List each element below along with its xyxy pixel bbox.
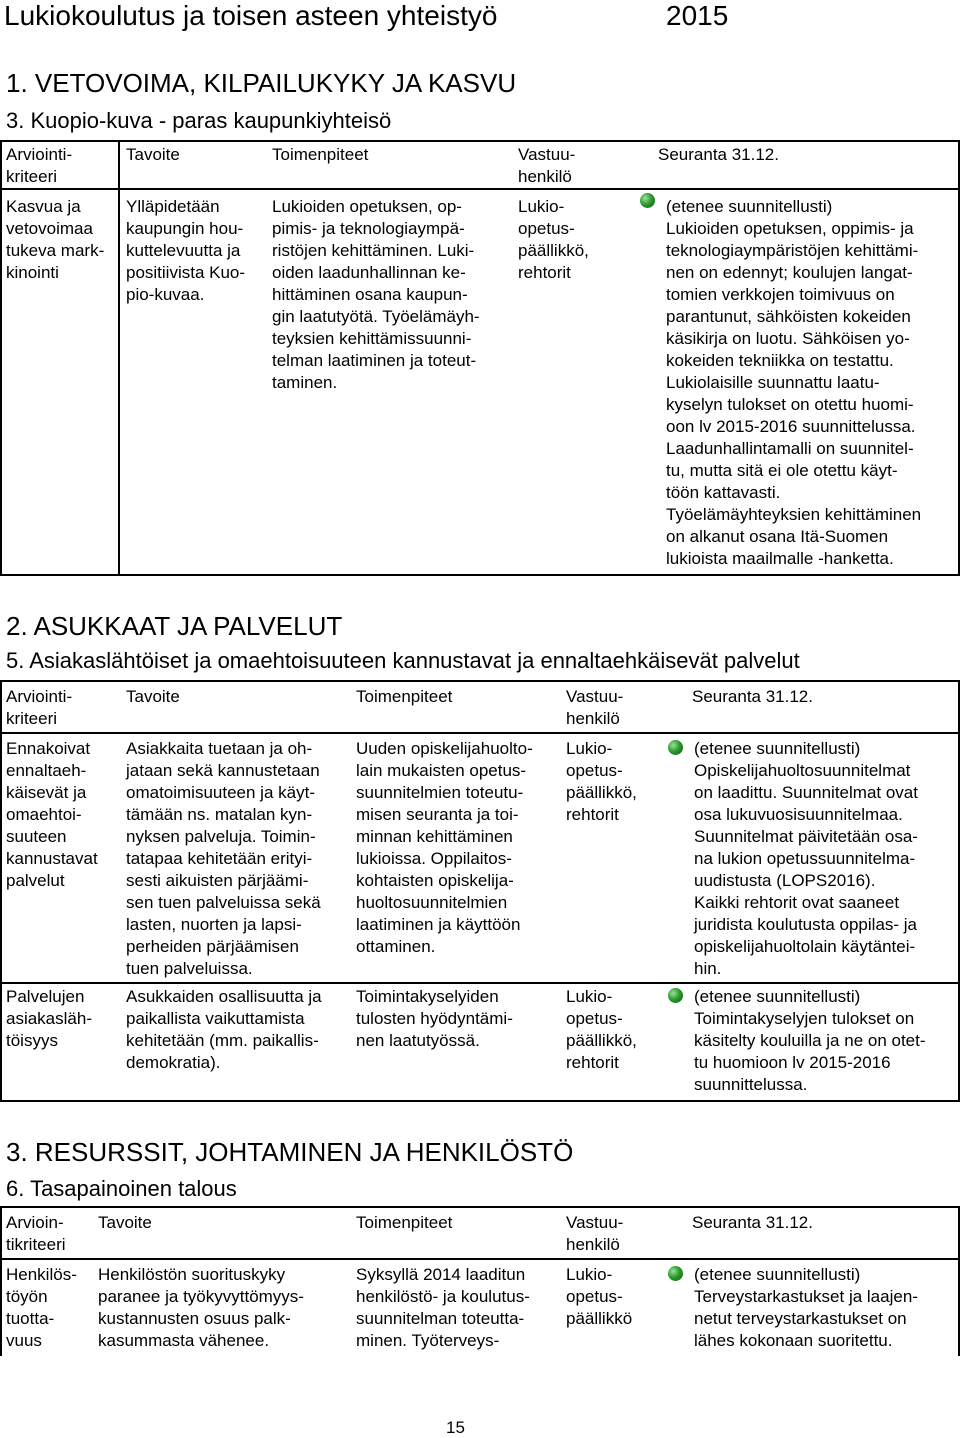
text-line: jataan sekä kannustetaan (126, 761, 320, 780)
text-line: suunnittelussa. (694, 1075, 808, 1094)
table3-row1-followup (694, 1264, 918, 1352)
table3-left-border (0, 1206, 2, 1356)
text-line: na lukion opetussuunnitelma- (694, 849, 916, 868)
text-line: suunnitelman toteutta- (356, 1309, 525, 1328)
table2-header-responsible (566, 686, 623, 730)
text-line: ristöjen kehittäminen. Luki- (272, 241, 475, 260)
text-line: telman laatiminen ja toteut- (272, 351, 477, 370)
text-line: ottaminen. (356, 937, 436, 956)
text-line: (etenee suunnitellusti) (694, 1265, 861, 1284)
text-line: opetus- (566, 761, 623, 780)
text-line: Lukioiden opetuksen, op- (272, 197, 462, 216)
table3-header-responsible (566, 1212, 623, 1256)
table1-header-followup: Seuranta 31.12. (658, 145, 779, 164)
text-line: töisyys (6, 1031, 58, 1050)
table1-row1-criteria (6, 196, 104, 284)
table1-row1-actions (272, 196, 480, 394)
table2-header-goal: Tavoite (126, 687, 180, 706)
table2-row1-responsible (566, 738, 637, 826)
table1-row1-goal (126, 196, 245, 306)
table1-left-border (0, 140, 2, 576)
text-line: minnan kehittäminen (356, 827, 513, 846)
text-line: kokeiden tekniikka on testattu. (666, 351, 894, 370)
table1-bottom-border (0, 574, 960, 576)
text-line: tu huomioon lv 2015-2016 (694, 1053, 891, 1072)
text-line: kriteeri (6, 709, 58, 728)
text-line: Vastuu- (566, 1213, 624, 1232)
text-line: töön kattavasti. (666, 483, 781, 502)
text-line: käsikirja on luotu. Sähköisen yo- (666, 329, 910, 348)
table3-top-border (0, 1206, 960, 1208)
text-line: päällikkö (566, 1309, 633, 1328)
table1-top-border (0, 140, 960, 142)
text-line: henkilöstö- ja koulutus- (356, 1287, 530, 1306)
table2-row1-criteria (6, 738, 98, 892)
table1-row1-followup (666, 196, 921, 570)
text-line: kriteeri (6, 167, 58, 186)
table1-header-border (0, 188, 960, 190)
table2-header-border (0, 732, 960, 734)
text-line: tuen palveluissa. (126, 959, 253, 978)
text-line: nen laatutyössä. (356, 1031, 480, 1050)
text-line: Vastuu- (566, 687, 624, 706)
text-line: opetus- (566, 1287, 623, 1306)
table3-row1-responsible (566, 1264, 632, 1330)
text-line: tukeva mark- (6, 241, 105, 260)
table1-header-goal: Tavoite (126, 145, 180, 164)
text-line: Lukio- (518, 197, 565, 216)
text-line: Kaikki rehtorit ovat saaneet (694, 893, 900, 912)
table2-header-actions: Toimenpiteet (356, 687, 453, 706)
table2-row1-followup (694, 738, 918, 980)
text-line: henkilö (566, 1235, 620, 1254)
table2-top-border (0, 680, 960, 682)
text-line: on laadittu. Suunnitelmat ovat (694, 783, 918, 802)
section2-subheading: 5. Asiakaslähtöiset ja omaehtoisuuteen kannustavat ja ennaltaehkäisevät palvelut (6, 648, 800, 673)
text-line: misen seuranta ja toi- (356, 805, 519, 824)
table2-header-followup: Seuranta 31.12. (692, 687, 813, 706)
text-line: parantunut, sähköisten kokeiden (666, 307, 911, 326)
text-line: Asiakkaita tuetaan ja oh- (126, 739, 313, 758)
table1-col-divider (118, 140, 120, 576)
text-line: päällikkö, (566, 783, 637, 802)
text-line: huoltosuunnitelmien (356, 893, 508, 912)
text-line: Arviointi- (6, 687, 73, 706)
text-line: vetovoimaa (6, 219, 93, 238)
text-line: Asukkaiden osallisuutta ja (126, 987, 322, 1006)
text-line: kustannusten osuus palk- (98, 1309, 291, 1328)
text-line: kaupungin hou- (126, 219, 244, 238)
table1-header-responsible (518, 144, 575, 188)
text-line: Arvioin- (6, 1213, 64, 1232)
text-line: omatoimisuuteen ja käyt- (126, 783, 315, 802)
text-line: minen. Työterveys- (356, 1331, 500, 1350)
text-line: Lukioiden opetuksen, oppimis- ja (666, 219, 914, 238)
text-line: tulosten hyödyntämi- (356, 1009, 513, 1028)
text-line: päällikkö, (566, 1031, 637, 1050)
text-line: suuteen (6, 827, 67, 846)
text-line: demokratia). (126, 1053, 221, 1072)
text-line: tomien verkkojen toimivuus on (666, 285, 895, 304)
text-line: Työelämäyhteyksien kehittäminen (666, 505, 922, 524)
text-line: teyksien kehittämissuunni- (272, 329, 472, 348)
status-green-icon (668, 1266, 683, 1281)
text-line: käsitelty kouluilla ja ne on otet- (694, 1031, 926, 1050)
text-line: henkilö (566, 709, 620, 728)
table2-left-border (0, 680, 2, 1102)
document-year: 2015 (666, 0, 729, 31)
text-line: Ennakoivat (6, 739, 91, 758)
text-line: suunnitelmien toteutu- (356, 783, 524, 802)
text-line: opetus- (566, 1009, 623, 1028)
text-line: lukioissa. Oppilaitos- (356, 849, 512, 868)
status-green-icon (640, 193, 655, 208)
text-line: hittäminen osana kaupun- (272, 285, 468, 304)
text-line: Laadunhallintamalli on suunnitel- (666, 439, 914, 458)
text-line: rehtorit (518, 263, 571, 282)
text-line: teknologiaympäristöjen kehittämi- (666, 241, 919, 260)
table3-header-followup: Seuranta 31.12. (692, 1213, 813, 1232)
table2-row2-followup (694, 986, 926, 1096)
table2-header-criteria (6, 686, 72, 730)
table3-header-actions: Toimenpiteet (356, 1213, 453, 1232)
table2-row1-actions (356, 738, 533, 958)
text-line: kasummasta vähenee. (98, 1331, 270, 1350)
text-line: palvelut (6, 871, 65, 890)
text-line: uudistusta (LOPS2016). (694, 871, 876, 890)
text-line: (etenee suunnitellusti) (666, 197, 833, 216)
text-line: Terveystarkastukset ja laajen- (694, 1287, 918, 1306)
text-line: henkilö (518, 167, 572, 186)
table3-header-goal: Tavoite (98, 1213, 152, 1232)
text-line: tämään ns. matalan kyn- (126, 805, 313, 824)
text-line: Palvelujen (6, 987, 85, 1006)
text-line: opiskelijahuoltolain käytäntei- (694, 937, 916, 956)
text-line: tikriteeri (6, 1235, 66, 1254)
text-line: Lukiolaisille suunnattu laatu- (666, 373, 880, 392)
text-line: netut terveystarkastukset on (694, 1309, 907, 1328)
text-line: paranee ja työkyvyttömyys- (98, 1287, 304, 1306)
text-line: rehtorit (566, 1053, 619, 1072)
text-line: kuttelevuutta ja (126, 241, 241, 260)
table1-header-criteria (6, 144, 72, 188)
table3-row1-criteria (6, 1264, 77, 1352)
section2-heading: 2. ASUKKAAT JA PALVELUT (6, 611, 343, 641)
text-line: sesti aikuisten pärjäämi- (126, 871, 309, 890)
text-line: positiivista Kuo- (126, 263, 246, 282)
text-line: Henkilöstön suorituskyky (98, 1265, 286, 1284)
section1-subheading: 3. Kuopio-kuva - paras kaupunkiyhteisö (6, 108, 392, 133)
text-line: nen on edennyt; koulujen langat- (666, 263, 913, 282)
text-line: kyselyn tulokset on otettu huomi- (666, 395, 914, 414)
text-line: Henkilös- (6, 1265, 77, 1284)
text-line: Ylläpidetään (126, 197, 220, 216)
text-line: päällikkö, (518, 241, 589, 260)
text-line: Lukio- (566, 1265, 613, 1284)
text-line: Uuden opiskelijahuolto- (356, 739, 533, 758)
text-line: lasten, nuorten ja lapsi- (126, 915, 302, 934)
text-line: (etenee suunnitellusti) (694, 987, 861, 1006)
text-line: lain mukaisten opetus- (356, 761, 527, 780)
text-line: Lukio- (566, 739, 613, 758)
table2-row2-criteria (6, 986, 92, 1052)
text-line: opetus- (518, 219, 575, 238)
text-line: osa lukuvuosisuunnitelmaa. (694, 805, 903, 824)
text-line: käisevät ja (6, 783, 87, 802)
table2-row1-goal (126, 738, 321, 980)
text-line: taminen. (272, 373, 338, 392)
text-line: paikallista vaikuttamista (126, 1009, 305, 1028)
text-line: Arviointi- (6, 145, 73, 164)
table1-header-actions: Toimenpiteet (272, 145, 369, 164)
text-line: lukioista maailmalle -hanketta. (666, 549, 894, 568)
table2-row2-actions (356, 986, 513, 1052)
text-line: töyön (6, 1287, 48, 1306)
page-number: 15 (446, 1418, 465, 1437)
text-line: lähes kokonaan suoritettu. (694, 1331, 893, 1350)
status-green-icon (668, 740, 683, 755)
text-line: pimis- ja teknologiaympä- (272, 219, 465, 238)
text-line: (etenee suunnitellusti) (694, 739, 861, 758)
table2-row2-responsible (566, 986, 637, 1074)
text-line: pio-kuvaa. (126, 285, 205, 304)
text-line: sen tuen palveluissa sekä (126, 893, 321, 912)
text-line: ennaltaeh- (6, 761, 87, 780)
table2-row-border (0, 982, 960, 984)
text-line: perheiden pärjäämisen (126, 937, 299, 956)
text-line: kehitetään (mm. paikallis- (126, 1031, 319, 1050)
text-line: Lukio- (566, 987, 613, 1006)
text-line: juridista koulutusta oppilas- ja (694, 915, 918, 934)
text-line: kohtaisten opiskelija- (356, 871, 514, 890)
text-line: asiakasläh- (6, 1009, 92, 1028)
text-line: kinointi (6, 263, 59, 282)
text-line: kannustavat (6, 849, 98, 868)
document-title-text: Lukiokoulutus ja toisen asteen yhteistyö (4, 0, 498, 31)
text-line: Kasvua ja (6, 197, 81, 216)
table2-row2-goal (126, 986, 322, 1074)
document-title (4, 0, 497, 32)
text-line: Toimintakyselyjen tulokset on (694, 1009, 915, 1028)
text-line: on alkanut osana Itä-Suomen (666, 527, 889, 546)
text-line: Opiskelijahuoltosuunnitelmat (694, 761, 911, 780)
text-line: nyksen palveluja. Toimin- (126, 827, 316, 846)
text-line: omaehtoi- (6, 805, 82, 824)
table3-header-border (0, 1258, 960, 1260)
text-line: gin laatutyötä. Työelämäyh- (272, 307, 480, 326)
text-line: rehtorit (566, 805, 619, 824)
text-line: tu, mutta sitä ei ole otettu käyt- (666, 461, 898, 480)
text-line: hin. (694, 959, 722, 978)
text-line: tuotta- (6, 1309, 55, 1328)
text-line: oon lv 2015-2016 suunnittelussa. (666, 417, 916, 436)
text-line: tatapaa kehitetään erityi- (126, 849, 313, 868)
section1-heading: 1. VETOVOIMA, KILPAILUKYKY JA KASVU (6, 68, 517, 98)
table3-row1-actions (356, 1264, 530, 1352)
text-line: laatiminen ja käyttöön (356, 915, 521, 934)
table1-row1-responsible (518, 196, 589, 284)
section3-subheading: 6. Tasapainoinen talous (6, 1176, 237, 1201)
text-line: oiden laadunhallinnan ke- (272, 263, 466, 282)
status-green-icon (668, 988, 683, 1003)
text-line: Syksyllä 2014 laaditun (356, 1265, 526, 1284)
text-line: Suunnitelmat päivitetään osa- (694, 827, 918, 846)
text-line: Toimintakyselyiden (356, 987, 499, 1006)
table3-header-criteria (6, 1212, 66, 1256)
text-line: vuus (6, 1331, 42, 1350)
text-line: Vastuu- (518, 145, 576, 164)
section3-heading: 3. RESURSSIT, JOHTAMINEN JA HENKILÖSTÖ (6, 1137, 574, 1167)
table3-row1-goal (98, 1264, 304, 1352)
table2-bottom-border (0, 1100, 960, 1102)
